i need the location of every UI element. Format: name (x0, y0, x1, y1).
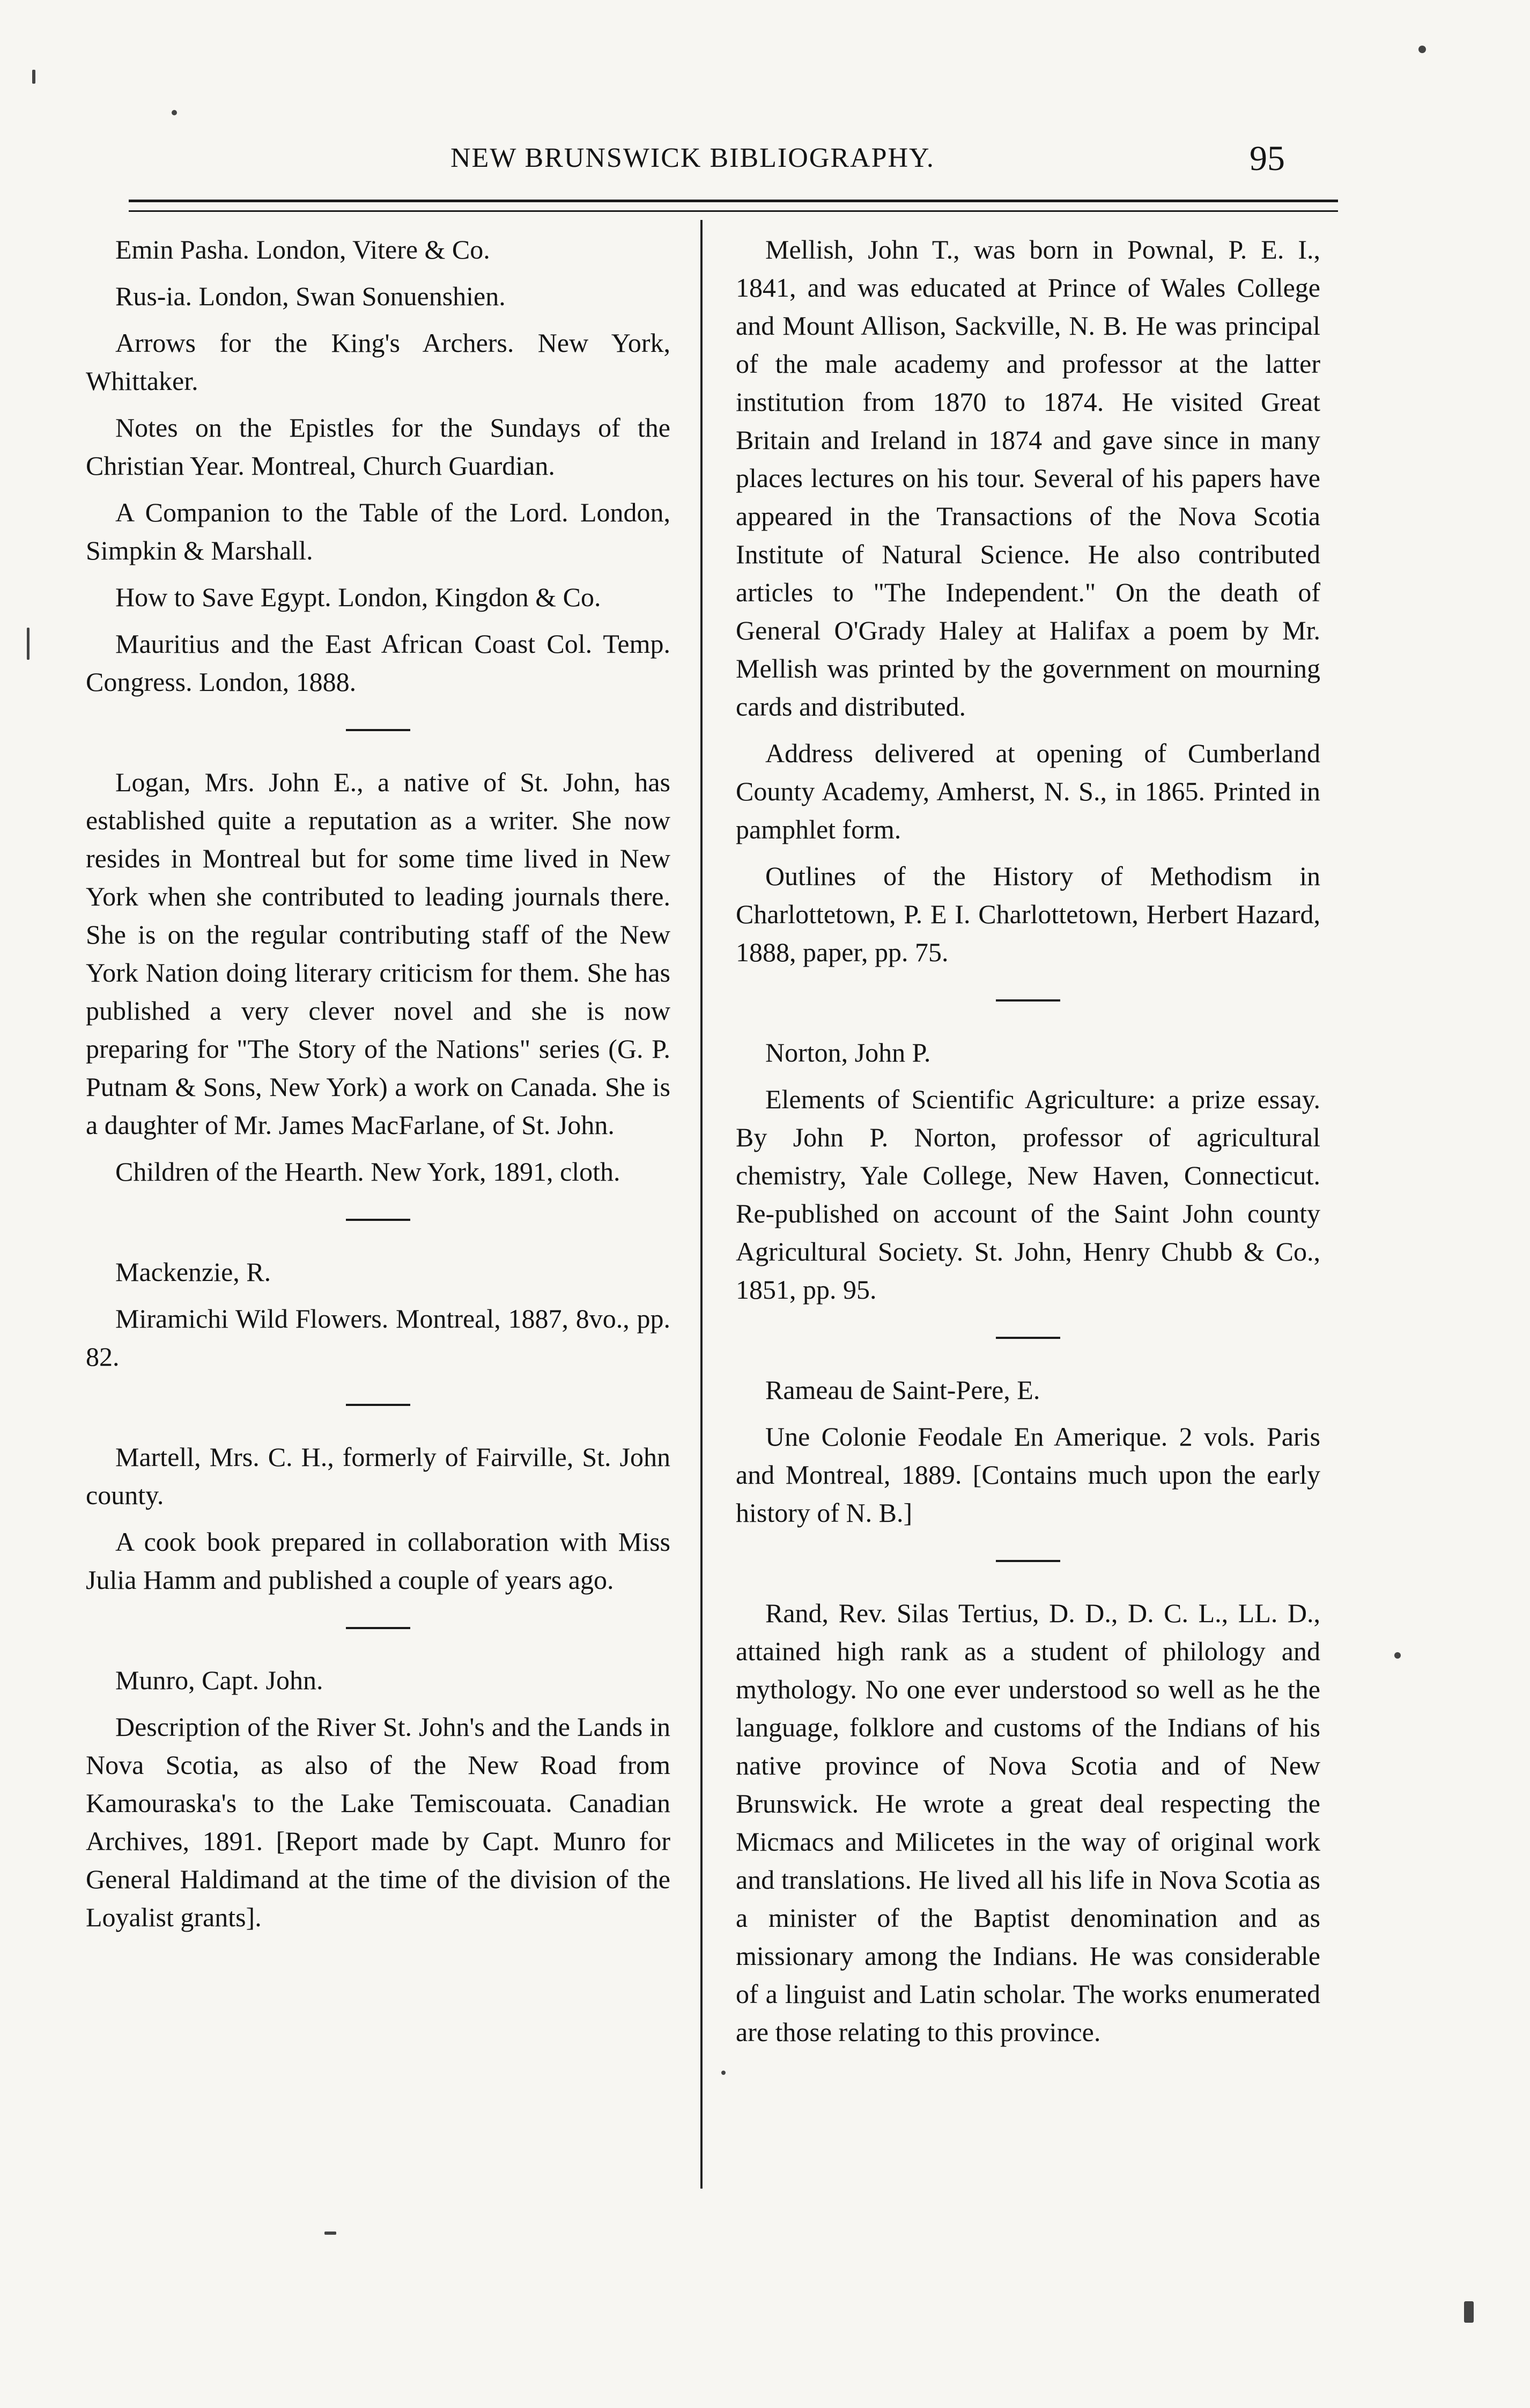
left-column (86, 231, 670, 1945)
entry-paragraph: Miramichi Wild Flowers. Montreal, 1887, 8vo., pp. 82. (86, 1304, 670, 1372)
scan-speck (1464, 2301, 1474, 2323)
entry-paragraph: Notes on the Epistles for the Sundays of the Christian Year. Montreal, Church Guardian. (86, 413, 670, 481)
entry-paragraph: Address delivered at opening of Cumberland County Academy, Amherst, N. S., in 1865. Printed in pamphlet form. (736, 738, 1320, 844)
entry-rand (736, 1594, 1320, 2051)
page-number: 95 (1250, 139, 1285, 178)
entry-paragraph: Elements of Scientific Agriculture: a prize essay. By John P. Norton, professor of agricultural chemistry, Yale College, New Haven, Connecticut. Re-published on account of the Saint John county Agricultural Society. St. John, Henry Chubb & Co., 1851, pp. 95. (736, 1084, 1320, 1305)
entry-paragraph: Mauritius and the East African Coast Col. Temp. Congress. London, 1888. (86, 629, 670, 697)
entry-separator (996, 999, 1060, 1002)
scan-speck (27, 628, 29, 660)
right-column (736, 231, 1320, 2060)
entry-paragraph: Rand, Rev. Silas Tertius, D. D., D. C. L., LL. D., attained high rank as a student of philology and mythology. No one ever understood so well as he the language, folklore and customs of the Indians of his native province of Nova Scotia and of New Brunswick. He wrote a great deal respecting the Micmacs and Milicetes in the way of original work and translations. He lived all his life in Nova Scotia as a minister of the Baptist denomination and as missionary among the Indians. He was considerable of a linguist and Latin scholar. The works enumerated are those relating to this province. (736, 1598, 1320, 2047)
entry-separator (996, 1337, 1060, 1339)
entry-author: Munro, Capt. John. (115, 1665, 323, 1695)
entry-logan (86, 763, 670, 1191)
scan-speck (172, 110, 177, 115)
entry-norton (736, 1034, 1320, 1309)
entry-separator (346, 1219, 410, 1221)
header-rule-thin (129, 210, 1338, 212)
entry-author: Rameau de Saint-Pere, E. (765, 1375, 1040, 1405)
entry-paragraph: Une Colonie Feodale En Amerique. 2 vols. Paris and Montreal, 1889. [Contains much upon the early history of N. B.] (736, 1422, 1320, 1528)
entry-paragraph: Mellish, John T., was born in Pownal, P. E. I., 1841, and was educated at Prince of Wales College and Mount Allison, Sackville, N. B. He was principal of the male academy and professor at the latter institution from 1870 to 1874. He visited Great Britain and Ireland in 1874 and gave since in many places lectures on his tour. Several of his papers have appeared in the Transactions of the Nova Scotia Institute of Natural Science. He also contributed articles to "The Independent." On the death of General O'Grady Haley at Halifax a poem by Mr. Mellish was printed by the government on mourning cards and distributed. (736, 234, 1320, 721)
scan-speck (324, 2232, 336, 2235)
entry-separator (996, 1560, 1060, 1562)
column-divider (700, 220, 703, 2189)
entry-author: Norton, John P. (765, 1037, 931, 1067)
scan-speck (1418, 46, 1426, 53)
entry-paragraph: Description of the River St. John's and the Lands in Nova Scotia, as also of the New Road from Kamouraska's to the Lake Temiscouata. Canadian Archives, 1891. [Report made by Capt. Munro for General Haldimand at the time of the division of the Loyalist grants]. (86, 1712, 670, 1932)
entry-paragraph: Emin Pasha. London, Vitere & Co. (115, 234, 490, 264)
entry-mellish (736, 231, 1320, 971)
scan-speck (1394, 1652, 1401, 1659)
entry-emin-pasha-titles (86, 231, 670, 701)
entry-paragraph: Rus-ia. London, Swan Sonuenshien. (115, 281, 506, 311)
entry-separator (346, 1404, 410, 1406)
entry-mackenzie (86, 1253, 670, 1376)
entry-paragraph: Arrows for the King's Archers. New York, Whittaker. (86, 328, 670, 396)
entry-munro (86, 1661, 670, 1936)
entry-paragraph: A cook book prepared in collaboration with Miss Julia Hamm and published a couple of years ago. (86, 1527, 670, 1595)
entry-separator (346, 729, 410, 731)
entry-paragraph: Outlines of the History of Methodism in Charlottetown, P. E I. Charlottetown, Herbert Hazard, 1888, paper, pp. 75. (736, 861, 1320, 967)
entry-author: Mackenzie, R. (115, 1257, 271, 1287)
entry-paragraph: Children of the Hearth. New York, 1891, cloth. (115, 1157, 620, 1187)
entry-paragraph: Logan, Mrs. John E., a native of St. John, has established quite a reputation as a writer. She now resides in Montreal but for some time lived in New York when she contributed to leading journals there. She is on the regular contributing staff of the New York Nation doing literary criticism for them. She has published a very clever novel and she is now preparing for "The Story of the Nations" series (G. P. Putnam & Sons, New York) a work on Canada. She is a daughter of Mr. James MacFarlane, of St. John. (86, 767, 670, 1140)
entry-author: Martell, Mrs. C. H., formerly of Fairville, St. John county. (86, 1442, 670, 1510)
entry-martell (86, 1438, 670, 1599)
entry-paragraph: How to Save Egypt. London, Kingdon & Co. (115, 582, 601, 612)
entry-paragraph: A Companion to the Table of the Lord. London, Simpkin & Marshall. (86, 497, 670, 565)
scan-speck (721, 2071, 726, 2075)
running-title: NEW BRUNSWICK BIBLIOGRAPHY. (450, 143, 935, 173)
scan-speck (32, 70, 35, 84)
entry-rameau (736, 1371, 1320, 1532)
entry-separator (346, 1627, 410, 1629)
header-rule (129, 200, 1338, 202)
